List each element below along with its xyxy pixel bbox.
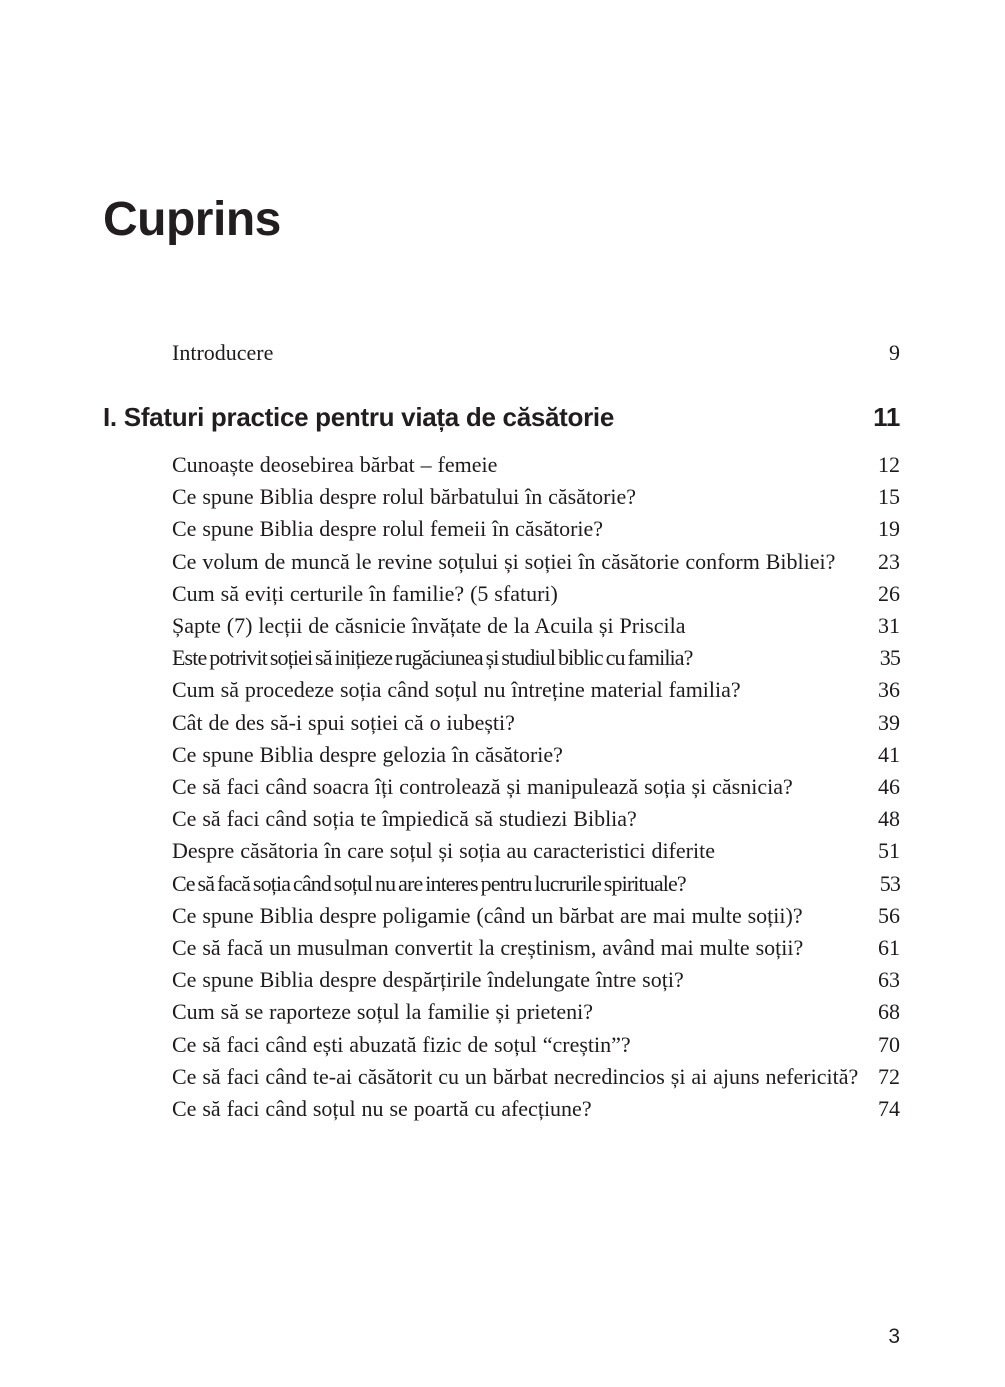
page-folio: 3 [888,1325,900,1348]
entry-page-number: 26 [878,580,900,606]
entry-label: Cum să eviți certurile în familie? (5 sfaturi) [172,580,558,606]
toc-entry [172,513,900,545]
section-label: I. Sfaturi practice pentru viața de căsătorie [103,402,615,432]
toc-entry [172,1029,900,1061]
entry-label: Cum să se raporteze soțul la familie și prieteni? [172,999,594,1025]
entry-label: Ce să facă un musulman convertit la creștinism, având mai multe soții? [172,935,804,961]
toc-entry [172,964,900,996]
entry-page-number: 41 [878,741,900,767]
toc-entry [172,996,900,1028]
entry-label: Ce să faci când te-ai căsătorit cu un bărbat necredincios și ai ajuns nefericită? [172,1063,859,1089]
entry-page-number: 72 [878,1063,900,1089]
entry-label: Cum să procedeze soția când soțul nu întreține material familia? [172,677,741,703]
entry-label: Cunoaște deosebirea bărbat – femeie [172,452,498,477]
toc-entry [172,546,900,578]
entry-label: Ce spune Biblia despre poligamie (când un bărbat are mai multe soții)? [172,902,803,928]
section-page-number: 11 [873,402,900,432]
entry-page-number: 48 [878,806,900,832]
entry-label: Ce să faci când soția te împiedică să studiezi Biblia? [172,806,637,832]
toc-entry-list [103,449,900,1125]
entry-page-number: 74 [878,1096,900,1122]
intro-page-number: 9 [889,340,900,365]
toc-entry [172,481,900,513]
entry-page-number: 36 [878,677,900,703]
entry-page-number: 31 [878,613,900,639]
toc-entry [172,449,900,481]
entry-page-number: 46 [878,774,900,800]
toc-entry [172,900,900,932]
entry-page-number: 53 [879,870,900,896]
entry-label: Ce să faci când ești abuzată fizic de soțul “creștin”? [172,1031,631,1057]
toc-section-heading [103,400,900,434]
entry-label: Ce spune Biblia despre rolul bărbatului în căsătorie? [172,484,637,510]
toc-entry [172,610,900,642]
entry-label: Ce spune Biblia despre despărțirile îndelungate între soți? [172,967,684,993]
entry-label: Ce să faci când soacra îți controlează și manipulează soția și căsnicia? [172,774,793,800]
toc-intro-row [103,337,900,369]
entry-page-number: 63 [878,967,900,993]
entry-page-number: 19 [878,516,900,542]
entry-label: Ce spune Biblia despre gelozia în căsătorie? [172,741,563,767]
toc-entry [172,739,900,771]
toc-entry [172,674,900,706]
toc-entry [172,578,900,610]
entry-label: Ce să facă soția când soțul nu are interes pentru lucrurile spirituale? [172,870,686,896]
toc-entry [172,868,900,900]
toc-entry [172,1061,900,1093]
entry-label: Despre căsătoria în care soțul și soția au caracteristici diferite [172,838,715,864]
entry-page-number: 51 [878,838,900,864]
toc-entry [172,835,900,867]
toc-entry [172,803,900,835]
entry-page-number: 61 [878,935,900,961]
entry-label: Este potrivit soției să inițieze rugăciunea și studiul biblic cu familia? [172,645,693,671]
entry-label: Ce volum de muncă le revine soțului și soției în căsătorie conform Bibliei? [172,548,836,574]
entry-page-number: 39 [878,709,900,735]
page-title: Cuprins [103,193,281,246]
entry-label: Cât de des să-i spui soției că o iubești? [172,709,515,735]
entry-page-number: 70 [878,1031,900,1057]
intro-label: Introducere [172,340,274,365]
entry-page-number: 23 [878,548,900,574]
toc-entry [172,771,900,803]
toc-entry [172,642,900,674]
toc-entry [172,932,900,964]
entry-page-number: 15 [878,484,900,510]
entry-page-number: 56 [878,902,900,928]
entry-label: Ce să faci când soțul nu se poartă cu afecțiune? [172,1096,592,1122]
toc-entry [172,707,900,739]
entry-page-number: 68 [878,999,900,1025]
toc-entry [172,1093,900,1125]
entry-page-number: 12 [878,452,900,477]
entry-page-number: 35 [879,645,900,671]
entry-label: Ce spune Biblia despre rolul femeii în căsătorie? [172,516,604,542]
entry-label: Șapte (7) lecții de căsnicie învățate de la Acuila și Priscila [172,613,686,639]
